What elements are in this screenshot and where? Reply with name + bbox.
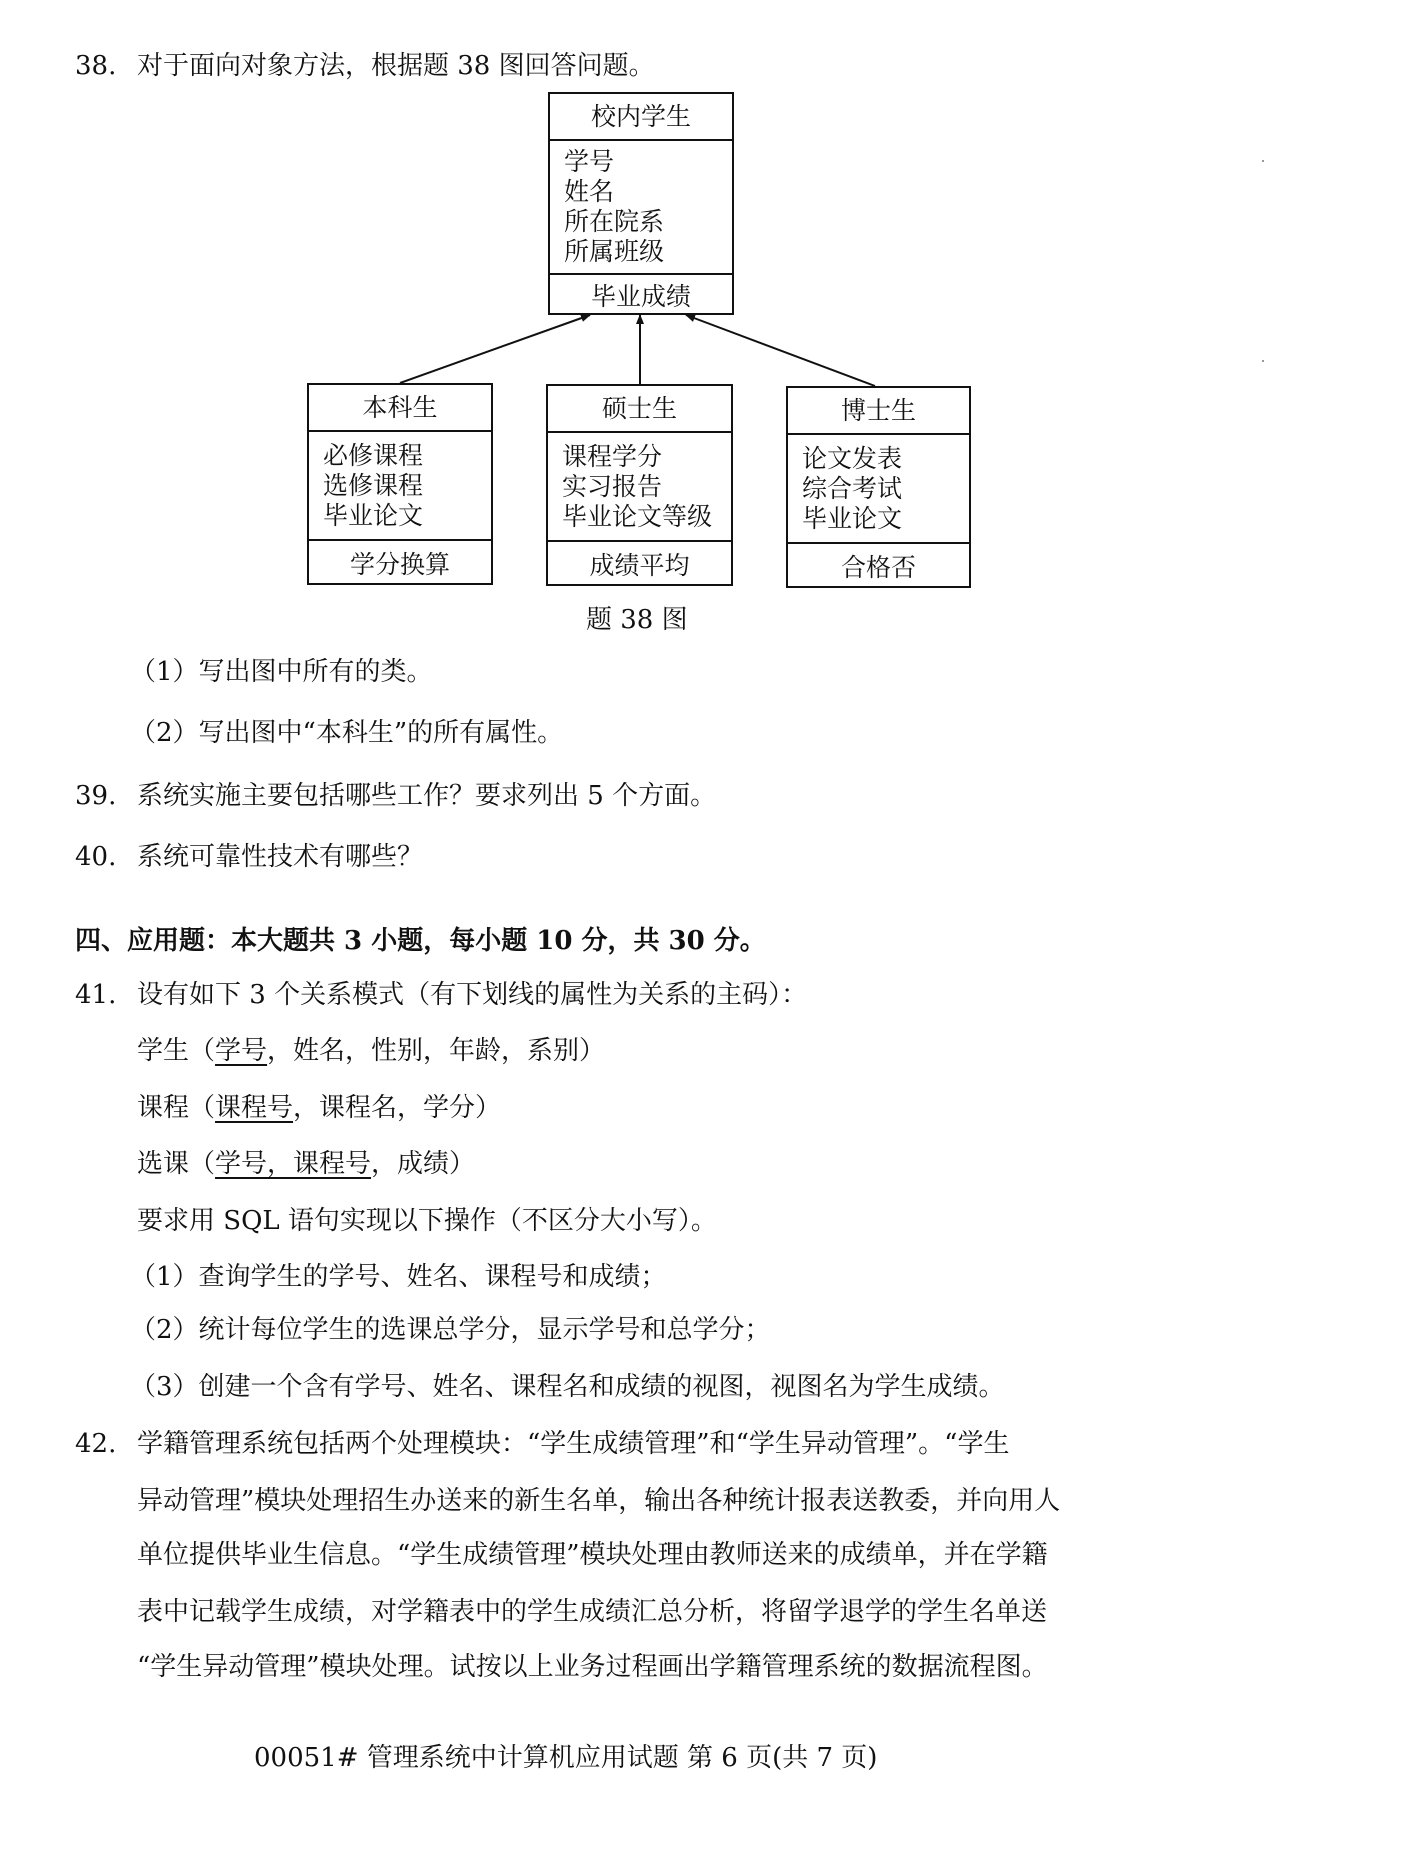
question-39-text: 系统实施主要包括哪些工作？要求列出 5 个方面。 bbox=[137, 781, 717, 811]
relation-name: 选课 bbox=[137, 1149, 190, 1179]
sql-item: （2）统计每位学生的选课总学分，显示学号和总学分； bbox=[130, 1315, 771, 1345]
attributes: ，成绩） bbox=[371, 1149, 476, 1179]
scan-speck bbox=[1262, 360, 1264, 362]
subquestion-1: （1）写出图中所有的类。 bbox=[130, 657, 433, 687]
sql-requirement: 要求用 SQL 语句实现以下操作（不区分大小写）。 bbox=[137, 1206, 717, 1236]
attribute: 必修课程 bbox=[323, 440, 424, 470]
attribute: 论文发表 bbox=[802, 443, 903, 473]
class-operation: 合格否 bbox=[840, 553, 916, 582]
attributes: ，课程名，学分） bbox=[293, 1093, 502, 1123]
class-attributes bbox=[309, 432, 491, 541]
class-operation: 学分换算 bbox=[349, 550, 450, 579]
class-attributes bbox=[550, 141, 732, 275]
attribute: 毕业论文 bbox=[802, 503, 903, 533]
attribute: 选修课程 bbox=[323, 470, 424, 500]
question-42-line: 学籍管理系统包括两个处理模块：“学生成绩管理”和“学生异动管理”。“学生 bbox=[137, 1429, 1010, 1459]
question-number: 42. bbox=[75, 1429, 117, 1459]
question-number: 38. bbox=[75, 51, 117, 81]
class-box-doctoral bbox=[786, 386, 971, 588]
sql-item: （3）创建一个含有学号、姓名、课程名和成绩的视图，视图名为学生成绩。 bbox=[130, 1372, 1005, 1402]
attribute: 所在院系 bbox=[564, 207, 665, 236]
question-38-text: 对于面向对象方法，根据题 38 图回答问题。 bbox=[137, 51, 655, 81]
attribute: 毕业论文等级 bbox=[562, 501, 713, 531]
attribute: 综合考试 bbox=[802, 473, 903, 503]
subquestion-2: （2）写出图中“本科生”的所有属性。 bbox=[130, 718, 564, 748]
class-name: 硕士生 bbox=[548, 386, 731, 433]
question-42-line: “学生异动管理”模块处理。试按以上业务过程画出学籍管理系统的数据流程图。 bbox=[137, 1652, 1048, 1682]
primary-key: 学号 bbox=[215, 1036, 268, 1066]
attribute: 实习报告 bbox=[562, 471, 663, 501]
class-attributes bbox=[788, 435, 969, 544]
class-box-undergraduate bbox=[307, 383, 493, 585]
paren: （ bbox=[189, 1036, 216, 1066]
scan-speck bbox=[1262, 160, 1264, 162]
class-operation: 成绩平均 bbox=[589, 551, 690, 580]
paren: （ bbox=[189, 1093, 216, 1123]
schema-student bbox=[137, 1035, 605, 1067]
sql-item: （1）查询学生的学号、姓名、课程号和成绩； bbox=[130, 1262, 667, 1292]
arrow-undergrad bbox=[400, 315, 590, 383]
question-42-line: 表中记载学生成绩，对学籍表中的学生成绩汇总分析，将留学退学的学生名单送 bbox=[137, 1597, 1048, 1627]
schema-enroll bbox=[137, 1148, 475, 1180]
question-number: 41. bbox=[75, 980, 117, 1010]
attribute: 姓名 bbox=[564, 177, 615, 206]
relation-name: 课程 bbox=[137, 1093, 190, 1123]
class-box-campus-student bbox=[548, 92, 734, 315]
class-name: 博士生 bbox=[788, 388, 969, 435]
figure-caption: 题 38 图 bbox=[586, 605, 688, 635]
schema-course bbox=[137, 1092, 501, 1124]
arrow-doctor bbox=[686, 315, 875, 386]
question-number: 40. bbox=[75, 842, 117, 872]
attribute: 课程学分 bbox=[562, 441, 663, 471]
question-41-text: 设有如下 3 个关系模式（有下划线的属性为关系的主码）： bbox=[137, 980, 808, 1010]
class-name: 校内学生 bbox=[550, 94, 732, 141]
question-42-line: 单位提供毕业生信息。“学生成绩管理”模块处理由教师送来的成绩单，并在学籍 bbox=[137, 1540, 1048, 1570]
primary-key: 课程号 bbox=[215, 1093, 294, 1123]
section-heading: 四、应用题：本大题共 3 小题，每小题 10 分，共 30 分。 bbox=[75, 926, 766, 956]
attribute: 所属班级 bbox=[564, 237, 665, 266]
class-name: 本科生 bbox=[309, 385, 491, 432]
question-number: 39. bbox=[75, 781, 117, 811]
page-footer: 00051# 管理系统中计算机应用试题 第 6 页(共 7 页) bbox=[254, 1743, 878, 1773]
paren: （ bbox=[189, 1149, 216, 1179]
relation-name: 学生 bbox=[137, 1036, 190, 1066]
question-40-text: 系统可靠性技术有哪些？ bbox=[137, 842, 424, 872]
attributes: ，姓名，性别，年龄，系别） bbox=[267, 1036, 606, 1066]
class-attributes bbox=[548, 433, 731, 542]
class-box-master bbox=[546, 384, 733, 586]
class-operation: 毕业成绩 bbox=[590, 282, 691, 311]
attribute: 学号 bbox=[564, 147, 615, 176]
question-42-line: 异动管理”模块处理招生办送来的新生名单，输出各种统计报表送教委，并向用人 bbox=[137, 1486, 1061, 1516]
primary-key: 学号，课程号 bbox=[215, 1149, 372, 1179]
attribute: 毕业论文 bbox=[323, 500, 424, 530]
